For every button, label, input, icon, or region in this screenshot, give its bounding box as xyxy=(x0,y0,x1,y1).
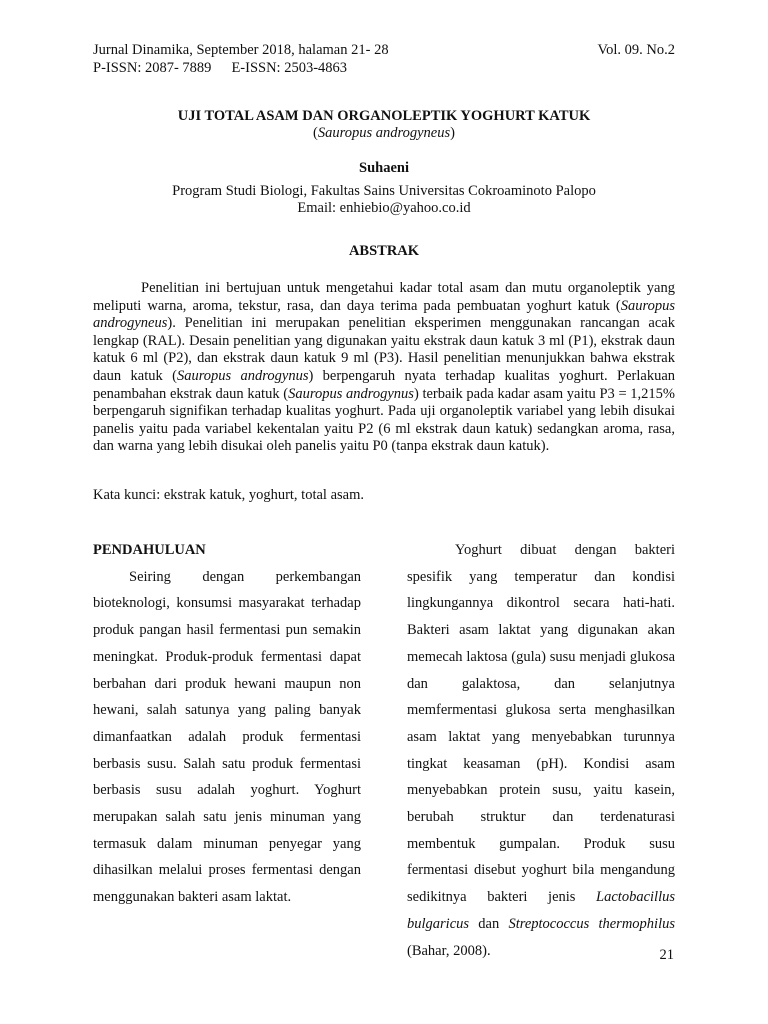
species-name: Sauropus androgyneus xyxy=(317,125,451,141)
right-column xyxy=(407,537,675,964)
author-email: Email: enhiebio@yahoo.co.id xyxy=(297,200,471,216)
paper-subtitle: (Sauropus androgyneus) xyxy=(313,125,455,141)
journal-header-line xyxy=(93,41,675,59)
intro-paragraph-right: Yoghurt dibuat dengan bakteri spesifik yang temperatur dan kondisi lingkungannya dikontrol secara hati-hati. Bakteri asam laktat yang digunakan akan memecah laktosa (gula) susu menjadi glukosa dan galaktosa, dan selanjutnya memfermentasi glukosa serta menghasilkan asam laktat yang menyebabkan turunnya tingkat keasaman (pH). Kondisi asam menyebabkan protein susu, yaitu kasein, berubah struktur dan terdenaturasi membentuk gumpalan. Produk susu fermentasi disebut yoghurt bila mengandung sedikitnya bakteri jenis Lactobacillus bulgaricus dan Streptococcus thermophilus (Bahar, 2008). xyxy=(407,542,675,959)
left-column xyxy=(93,537,361,911)
journal-name: Jurnal Dinamika, September 2018, halaman 21- 28 xyxy=(93,42,389,58)
paper-title: UJI TOTAL ASAM DAN ORGANOLEPTIK YOGHURT KATUK xyxy=(177,108,591,124)
electronic-issn: E-ISSN: 2503-4863 xyxy=(231,60,348,76)
author-affiliation: Program Studi Biologi, Fakultas Sains Universitas Cokroaminoto Palopo xyxy=(172,183,596,199)
intro-paragraph-left: Seiring dengan perkembangan bioteknologi, konsumsi masyarakat terhadap produk pangan hasil fermentasi pun semakin meningkat. Produk-produk fermentasi dapat berbahan dari produk hewani maupun non hewani, salah satunya yang paling banyak dimanfaatkan adalah produk fermentasi berbasis susu. Salah satu produk fermentasi berbasis susu adalah yoghurt. Yoghurt merupakan salah satu jenis minuman yang termasuk dalam minuman penyegar yang dihasilkan melalui proses fermentasi dengan menggunakan bakteri asam laktat. xyxy=(93,568,361,906)
author-name: Suhaeni xyxy=(359,160,409,176)
section-heading: PENDAHULUAN xyxy=(93,542,206,558)
journal-volume: Vol. 09. No.2 xyxy=(597,42,675,58)
issn-line xyxy=(93,59,675,77)
print-issn: P-ISSN: 2087- 7889 xyxy=(93,60,212,76)
keywords: Kata kunci: ekstrak katuk, yoghurt, total asam. xyxy=(93,487,364,503)
abstract-heading: ABSTRAK xyxy=(348,243,420,259)
abstract-body: Penelitian ini bertujuan untuk mengetahui kadar total asam dan mutu organoleptik yang meliputi warna, aroma, tekstur, rasa, dan daya terima pada pembuatan yoghurt katuk (Sauropus androgyneus). Penelitian ini merupakan penelitian eksperimen menggunakan rancangan acak lengkap (RAL). Desain penelitian yang digunakan yaitu ekstrak daun katuk 3 ml (P1), ekstrak daun katuk 6 ml (P2), dan ekstrak daun katuk 9 ml (P3). Hasil penelitian menunjukkan bahwa ekstrak daun katuk (Sauropus androgynus) berpengaruh nyata terhadap kualitas yoghurt. Perlakuan penambahan ekstrak daun katuk (Sauropus androgynus) terbaik pada kadar asam yaitu P3 = 1,215% berpengaruh signifikan terhadap kualitas yoghurt. Pada uji organoleptik variabel yang lebih disukai panelis yaitu pada variabel kekentalan yaitu P2 (6 ml ekstrak daun katuk) sedangkan aroma, rasa, dan warna yang lebih disukai oleh panelis yaitu P0 (tanpa ekstrak daun katuk). xyxy=(93,280,676,455)
page-number: 21 xyxy=(659,947,674,963)
